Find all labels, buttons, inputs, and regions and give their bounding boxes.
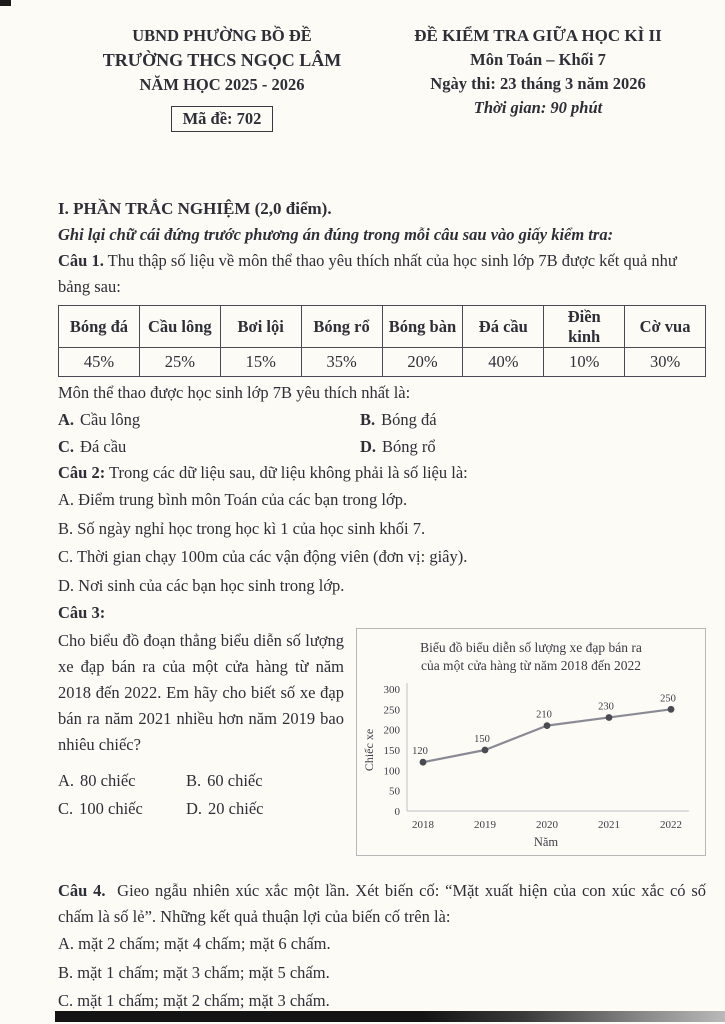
bike-chart-panel [356, 628, 706, 856]
svg-text:2022: 2022 [660, 819, 682, 831]
q3-label: Câu 3: [58, 603, 106, 622]
q2-intro-text: Trong các dữ liệu sau, dữ liệu không phải là số liệu là: [109, 463, 468, 482]
q2-option-c: C. Thời gian chạy 100m của các vận động viên (đơn vị: giây). [58, 547, 468, 566]
q1-sports-table [58, 305, 706, 377]
svg-text:300: 300 [383, 684, 400, 696]
option-key: B. [186, 771, 202, 790]
svg-text:Năm: Năm [533, 835, 559, 849]
option-text: 20 chiếc [208, 799, 264, 818]
option-text: Cầu lông [80, 410, 141, 429]
table-value-cell: 45% [59, 348, 140, 377]
q3-intro-text: Cho biểu đồ đoạn thẳng biểu diễn số lượng xe đạp bán ra của một cửa hàng từ năm 2018 đến 2022. Em hãy cho biết số xe đạp bán ra năm 2021 nhiều hơn năm 2019 bao nhiêu chiếc? [58, 631, 344, 754]
q3-option-b [186, 767, 344, 795]
school-year: NĂM HỌC 2025 - 2026 [139, 75, 305, 94]
table-header-cell: Bóng bàn [382, 306, 463, 348]
option-text: 80 chiếc [80, 771, 136, 790]
option-text: Bóng rổ [382, 437, 436, 456]
q2-options [58, 486, 706, 600]
q4-option-a: A. mặt 2 chấm; mặt 4 chấm; mặt 6 chấm. [58, 934, 331, 953]
q1-label: Câu 1. [58, 251, 104, 270]
table-value-cell: 20% [382, 348, 463, 377]
svg-text:250: 250 [383, 704, 400, 717]
svg-text:0: 0 [394, 806, 400, 818]
q4-block [58, 878, 706, 1016]
svg-text:250: 250 [660, 693, 676, 705]
table-value-cell: 35% [301, 348, 382, 377]
exam-title: ĐỀ KIỂM TRA GIỮA HỌC KÌ II [414, 26, 662, 45]
exam-body [58, 196, 706, 1016]
q2-label: Câu 2: [58, 463, 106, 482]
q3-option-d [186, 795, 344, 823]
table-value-cell: 40% [463, 348, 544, 377]
option-key: D. [186, 799, 203, 818]
q1-option-c [58, 433, 360, 460]
svg-text:200: 200 [383, 724, 400, 737]
school-authority: UBND PHƯỜNG BỒ ĐỀ [132, 26, 312, 45]
q4-label: Câu 4. [58, 881, 106, 900]
svg-text:100: 100 [383, 765, 400, 778]
table-value-cell: 10% [544, 348, 625, 377]
svg-text:150: 150 [474, 734, 490, 745]
option-text: Bóng đá [381, 410, 437, 429]
option-key: C. [58, 799, 74, 818]
q4-intro [58, 878, 706, 930]
table-header-cell-text: Điền kinh [567, 306, 601, 346]
table-header-cell [544, 306, 625, 348]
table-header-cell: Bóng đá [59, 306, 140, 348]
table-value-row [59, 348, 706, 377]
school-name: TRƯỜNG THCS NGỌC LÂM [102, 50, 342, 70]
option-text: 100 chiếc [79, 799, 143, 818]
q4-options [58, 930, 706, 1016]
q1-options [58, 406, 706, 460]
q3-text-column [58, 628, 344, 856]
q3-option-a [58, 767, 186, 795]
header-exam-block [372, 24, 704, 120]
q1-option-d [360, 433, 706, 460]
svg-text:50: 50 [389, 785, 400, 798]
table-header-cell: Cờ vua [625, 306, 706, 348]
svg-text:2018: 2018 [412, 819, 434, 831]
table-value-cell: 15% [220, 348, 301, 377]
q1-option-a [58, 406, 360, 433]
table-value-cell: 30% [625, 348, 706, 377]
header-school-block [86, 24, 358, 132]
option-key: D. [360, 437, 377, 456]
exam-code-box: Mã đề: 702 [171, 106, 274, 132]
svg-text:2021: 2021 [598, 819, 620, 831]
exam-duration: Thời gian: 90 phút [473, 98, 603, 117]
q3-option-c [58, 795, 186, 823]
q1-question: Môn thể thao được học sinh lớp 7B yêu thích nhất là: [58, 383, 411, 402]
q2-option-a: A. Điểm trung bình môn Toán của các bạn trong lớp. [58, 490, 408, 509]
svg-text:120: 120 [412, 746, 428, 758]
table-value-cell: 25% [139, 348, 220, 377]
section-instruction: Ghi lại chữ cái đứng trước phương án đúng trong mỗi câu sau vào giấy kiểm tra: [58, 225, 614, 244]
q3-options [58, 767, 344, 823]
option-key: A. [58, 771, 75, 790]
q4-intro-text: Gieo ngẫu nhiên xúc xắc một lần. Xét biến cố: “Mặt xuất hiện của con xúc xắc có số chấm là số lẻ”. Những kết quả thuận lợi của biến cố trên là: [58, 881, 706, 926]
q1-option-b [360, 406, 706, 433]
scan-bottom-artifact [55, 1011, 725, 1022]
option-key: B. [360, 410, 376, 429]
q1-intro [58, 248, 706, 300]
svg-text:210: 210 [536, 709, 552, 721]
q3-block [58, 628, 706, 856]
exam-subject: Môn Toán – Khối 7 [470, 50, 606, 69]
q2-intro [58, 460, 706, 486]
table-header-row [59, 306, 706, 348]
q2-option-d: D. Nơi sinh của các bạn học sinh trong lớp. [58, 575, 345, 595]
q2-option-b: B. Số ngày nghỉ học trong học kì 1 của học sinh khối 7. [58, 518, 426, 538]
table-header-cell: Đá cầu [463, 306, 544, 348]
svg-text:2020: 2020 [536, 819, 558, 831]
table-header-cell: Cầu lông [139, 306, 220, 348]
chart-title-line1: Biểu đồ biểu diễn số lượng xe đạp bán ra [420, 640, 642, 655]
exam-date: Ngày thi: 23 tháng 3 năm 2026 [430, 74, 646, 93]
option-text: Đá cầu [80, 437, 127, 456]
q4-option-b: B. mặt 1 chấm; mặt 3 chấm; mặt 5 chấm. [58, 962, 330, 982]
scan-corner-artifact [0, 0, 11, 6]
option-key: A. [58, 410, 75, 429]
chart-title-line2: của một cửa hàng từ năm 2018 đến 2022 [420, 658, 642, 673]
option-text: 60 chiếc [207, 771, 263, 790]
svg-text:Chiếc xe: Chiếc xe [363, 728, 376, 772]
table-header-cell: Bơi lội [220, 306, 301, 348]
svg-text:230: 230 [598, 701, 614, 713]
option-key: C. [58, 437, 75, 456]
bike-sales-line-chart [363, 675, 699, 851]
q1-intro-text: Thu thập số liệu về môn thể thao yêu thích nhất của học sinh lớp 7B được kết quả như bảng sau: [58, 251, 677, 296]
svg-text:2019: 2019 [474, 819, 496, 831]
section-title: I. PHẦN TRẮC NGHIỆM (2,0 điểm). [58, 199, 332, 218]
table-header-cell: Bóng rổ [301, 306, 382, 348]
q4-option-c: C. mặt 1 chấm; mặt 2 chấm; mặt 3 chấm. [58, 991, 330, 1010]
svg-text:150: 150 [383, 745, 400, 757]
